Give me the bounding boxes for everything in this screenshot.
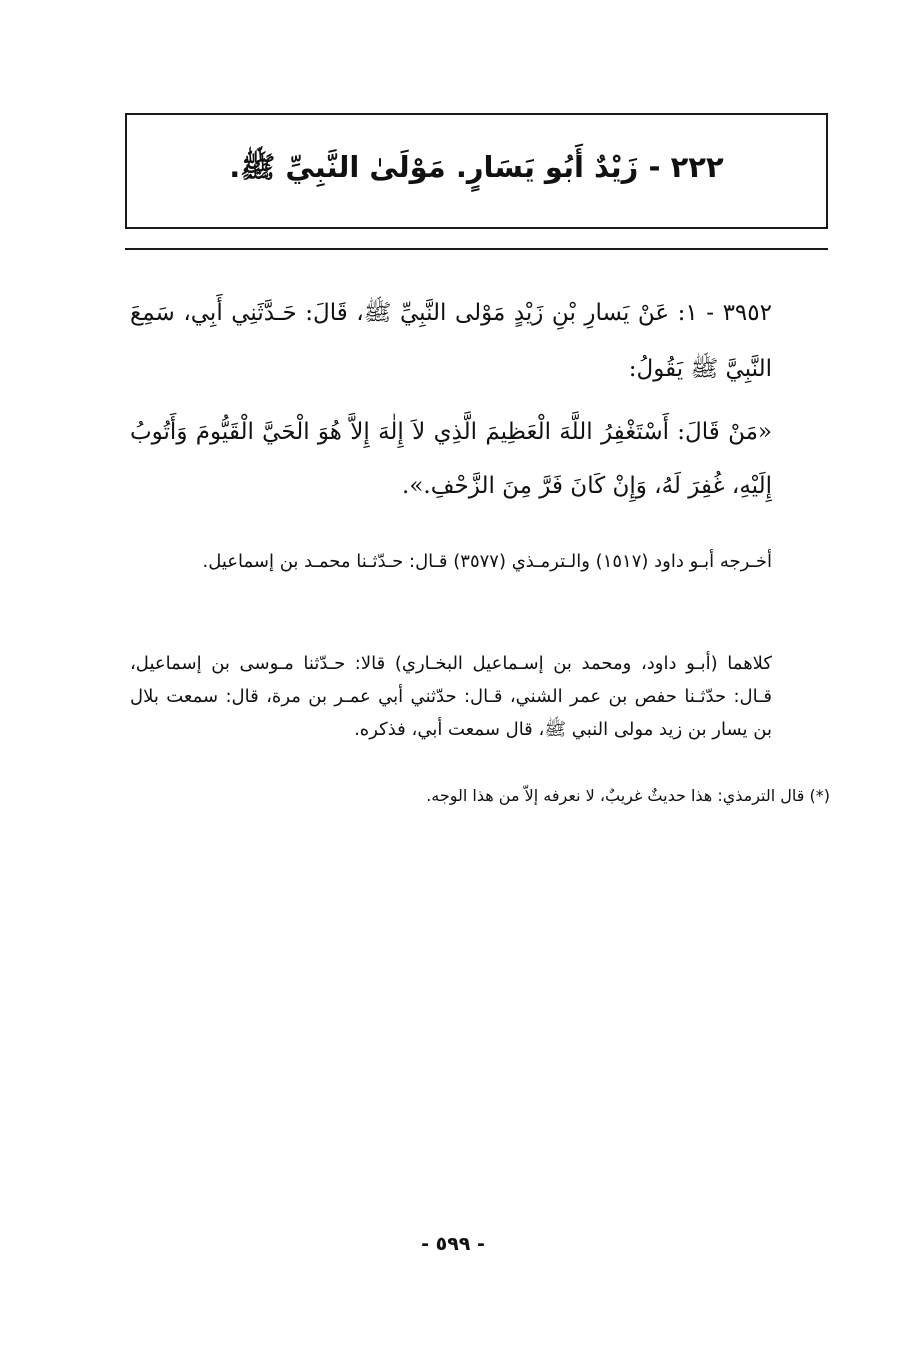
takhrij-paragraph-2: كلاهما (أبـو داود، ومحمد بن إسـماعيل البخـاري) قالا: حـدّثنا مـوسى بن إسماعيل، قـال: حدّثـنا حفص بن عمر الشني، قـال: حدّثني أبي عمـر بن مرة، قال: سمعت بلال بن يسار بن زيد مولى النبي ﷺ، قال سمعت أبي، فذكره. (130, 653, 772, 740)
divider-line (125, 248, 828, 250)
page-number: - ٥٩٩ - (421, 1233, 485, 1255)
hadith-matn: «مَنْ قَالَ: أَسْتَغْفِرُ اللَّهَ الْعَظِيمَ الَّذِي لاَ إِلٰهَ إِلاَّ هُوَ الْحَيَّ الْقَيُّومَ وَأَتُوبُ إِلَيْهِ، غُفِرَ لَهُ، وَإِنْ كَانَ فَرَّ مِنَ الزَّحْفِ.». (130, 419, 772, 499)
chapter-title-box (125, 113, 828, 229)
footnote: (*) قال الترمذي: هذا حديثٌ غريبٌ، لا نعرفه إلاّ من هذا الوجه. (426, 786, 830, 805)
takhrij-paragraph-1: أخـرجه أبـو داود (١٥١٧) والـترمـذي (٣٥٧٧) قـال: حـدّثـنا محمـد بن إسماعيل. (202, 551, 772, 572)
hadith-isnad: ٣٩٥٢ - ١: عَنْ يَسارِ بْنِ زَيْدٍ مَوْلى النَّبِيِّ ﷺ، قَالَ: حَـدَّثَنِي أَبِي، سَمِعَ النَّبِيَّ ﷺ يَقُولُ: (130, 300, 772, 382)
chapter-title: ٢٢٢ - زَيْدٌ أَبُو يَسَارٍ. مَوْلَىٰ النَّبِيِّ ﷺ. (229, 150, 724, 184)
